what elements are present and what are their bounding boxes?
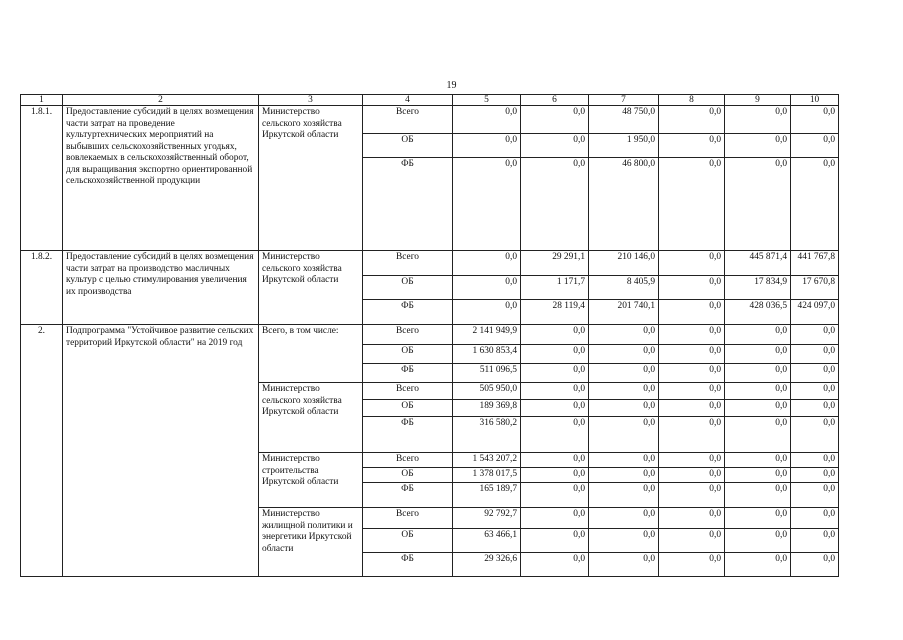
column-header: 1	[21, 95, 63, 106]
funding-kind: ОБ	[363, 529, 453, 553]
value-cell: 0,0	[725, 134, 791, 158]
funding-kind: Всего	[363, 508, 453, 529]
funding-kind: ФБ	[363, 364, 453, 383]
row-executor: Министерство сельского хозяйства Иркутской области	[259, 106, 363, 251]
value-cell: 0,0	[791, 468, 839, 483]
table-body	[21, 95, 839, 577]
row-description: Предоставление субсидий в целях возмещения части затрат на проведение культуртехнических мероприятий на выбывших сельскохозяйственных угодьях, вовлекаемых в сельскохозяйственный оборот, для выращивания экспортно ориентированной сельскохозяйственной продукции	[63, 106, 259, 251]
value-cell: 0,0	[521, 483, 589, 508]
budget-table	[20, 94, 839, 577]
funding-kind: ФБ	[363, 158, 453, 251]
value-cell: 511 096,5	[453, 364, 521, 383]
value-cell: 0,0	[589, 364, 659, 383]
row-code: 1.8.2.	[21, 251, 63, 325]
value-cell: 0,0	[659, 453, 725, 468]
funding-kind: Всего	[363, 251, 453, 276]
row-executor: Министерство сельского хозяйства Иркутской области	[259, 251, 363, 325]
value-cell: 0,0	[453, 251, 521, 276]
value-cell: 0,0	[725, 106, 791, 134]
value-cell: 0,0	[791, 553, 839, 577]
table-row	[21, 106, 839, 134]
value-cell: 0,0	[725, 508, 791, 529]
row-executor: Министерство строительства Иркутской области	[259, 453, 363, 508]
value-cell: 17 834,9	[725, 276, 791, 300]
value-cell: 0,0	[725, 483, 791, 508]
value-cell: 0,0	[659, 251, 725, 276]
value-cell: 0,0	[453, 106, 521, 134]
value-cell: 0,0	[725, 158, 791, 251]
value-cell: 0,0	[725, 364, 791, 383]
value-cell: 1 630 853,4	[453, 345, 521, 364]
value-cell: 0,0	[521, 134, 589, 158]
funding-kind: Всего	[363, 325, 453, 345]
value-cell: 0,0	[659, 345, 725, 364]
row-executor: Министерство сельского хозяйства Иркутской области	[259, 383, 363, 453]
value-cell: 0,0	[453, 158, 521, 251]
row-description: Подпрограмма "Устойчивое развитие сельских территорий Иркутской области" на 2019 год	[63, 325, 259, 577]
value-cell: 28 119,4	[521, 300, 589, 325]
funding-kind: ФБ	[363, 483, 453, 508]
value-cell: 424 097,0	[791, 300, 839, 325]
value-cell: 0,0	[791, 325, 839, 345]
row-description: Предоставление субсидий в целях возмещения части затрат на производство масличных культур с целью стимулирования увеличения их производства	[63, 251, 259, 325]
funding-kind: Всего	[363, 383, 453, 400]
value-cell: 0,0	[521, 325, 589, 345]
value-cell: 0,0	[589, 468, 659, 483]
page-number: 19	[446, 80, 457, 91]
funding-kind: ФБ	[363, 300, 453, 325]
value-cell: 0,0	[659, 483, 725, 508]
column-header: 3	[259, 95, 363, 106]
value-cell: 0,0	[791, 106, 839, 134]
value-cell: 0,0	[659, 276, 725, 300]
value-cell: 445 871,4	[725, 251, 791, 276]
row-code: 1.8.1.	[21, 106, 63, 251]
value-cell: 0,0	[589, 325, 659, 345]
value-cell: 63 466,1	[453, 529, 521, 553]
value-cell: 92 792,7	[453, 508, 521, 529]
value-cell: 0,0	[791, 383, 839, 400]
value-cell: 428 036,5	[725, 300, 791, 325]
funding-kind: ОБ	[363, 400, 453, 417]
value-cell: 316 580,2	[453, 417, 521, 453]
value-cell: 0,0	[521, 345, 589, 364]
value-cell: 0,0	[725, 529, 791, 553]
column-header: 5	[453, 95, 521, 106]
value-cell: 0,0	[589, 553, 659, 577]
value-cell: 0,0	[659, 106, 725, 134]
value-cell: 0,0	[453, 134, 521, 158]
value-cell: 0,0	[659, 417, 725, 453]
value-cell: 0,0	[725, 400, 791, 417]
value-cell: 0,0	[659, 468, 725, 483]
funding-kind: ФБ	[363, 417, 453, 453]
value-cell: 0,0	[659, 300, 725, 325]
value-cell: 0,0	[589, 508, 659, 529]
funding-kind: ОБ	[363, 276, 453, 300]
table-row	[21, 251, 839, 276]
value-cell: 0,0	[521, 529, 589, 553]
value-cell: 48 750,0	[589, 106, 659, 134]
value-cell: 1 378 017,5	[453, 468, 521, 483]
value-cell: 0,0	[791, 400, 839, 417]
value-cell: 1 543 207,2	[453, 453, 521, 468]
value-cell: 0,0	[725, 345, 791, 364]
value-cell: 0,0	[791, 364, 839, 383]
table-row	[21, 325, 839, 345]
column-number-row	[21, 95, 839, 106]
value-cell: 0,0	[521, 106, 589, 134]
value-cell: 29 291,1	[521, 251, 589, 276]
funding-kind: ОБ	[363, 345, 453, 364]
value-cell: 0,0	[453, 276, 521, 300]
value-cell: 201 740,1	[589, 300, 659, 325]
value-cell: 505 950,0	[453, 383, 521, 400]
value-cell: 0,0	[659, 529, 725, 553]
value-cell: 0,0	[791, 158, 839, 251]
value-cell: 0,0	[725, 325, 791, 345]
value-cell: 0,0	[659, 325, 725, 345]
funding-kind: Всего	[363, 453, 453, 468]
column-header: 6	[521, 95, 589, 106]
column-header: 7	[589, 95, 659, 106]
value-cell: 0,0	[521, 417, 589, 453]
value-cell: 0,0	[791, 134, 839, 158]
value-cell: 17 670,8	[791, 276, 839, 300]
value-cell: 8 405,9	[589, 276, 659, 300]
value-cell: 0,0	[521, 508, 589, 529]
value-cell: 0,0	[659, 553, 725, 577]
value-cell: 0,0	[589, 345, 659, 364]
value-cell: 0,0	[589, 483, 659, 508]
funding-kind: Всего	[363, 106, 453, 134]
value-cell: 0,0	[659, 400, 725, 417]
value-cell: 0,0	[589, 383, 659, 400]
value-cell: 0,0	[589, 529, 659, 553]
value-cell: 0,0	[791, 417, 839, 453]
value-cell: 0,0	[589, 417, 659, 453]
value-cell: 0,0	[659, 364, 725, 383]
value-cell: 0,0	[521, 453, 589, 468]
column-header: 2	[63, 95, 259, 106]
column-header: 10	[791, 95, 839, 106]
value-cell: 1 950,0	[589, 134, 659, 158]
value-cell: 2 141 949,9	[453, 325, 521, 345]
row-executor: Министерство жилищной политики и энергетики Иркутской области	[259, 508, 363, 577]
value-cell: 0,0	[659, 383, 725, 400]
row-code: 2.	[21, 325, 63, 577]
value-cell: 0,0	[589, 400, 659, 417]
value-cell: 29 326,6	[453, 553, 521, 577]
value-cell: 0,0	[659, 508, 725, 529]
value-cell: 0,0	[589, 453, 659, 468]
row-executor: Всего, в том числе:	[259, 325, 363, 383]
value-cell: 0,0	[791, 345, 839, 364]
value-cell: 0,0	[521, 383, 589, 400]
value-cell: 0,0	[725, 417, 791, 453]
value-cell: 0,0	[725, 383, 791, 400]
value-cell: 441 767,8	[791, 251, 839, 276]
value-cell: 0,0	[725, 453, 791, 468]
column-header: 4	[363, 95, 453, 106]
value-cell: 0,0	[659, 134, 725, 158]
value-cell: 0,0	[659, 158, 725, 251]
value-cell: 165 189,7	[453, 483, 521, 508]
value-cell: 1 171,7	[521, 276, 589, 300]
funding-kind: ОБ	[363, 134, 453, 158]
value-cell: 0,0	[521, 553, 589, 577]
value-cell: 0,0	[791, 453, 839, 468]
column-header: 9	[725, 95, 791, 106]
column-header: 8	[659, 95, 725, 106]
value-cell: 0,0	[725, 468, 791, 483]
value-cell: 210 146,0	[589, 251, 659, 276]
value-cell: 0,0	[791, 483, 839, 508]
value-cell: 0,0	[521, 158, 589, 251]
value-cell: 0,0	[453, 300, 521, 325]
value-cell: 0,0	[791, 508, 839, 529]
funding-kind: ОБ	[363, 468, 453, 483]
value-cell: 46 800,0	[589, 158, 659, 251]
value-cell: 0,0	[791, 529, 839, 553]
funding-kind: ФБ	[363, 553, 453, 577]
value-cell: 0,0	[725, 553, 791, 577]
value-cell: 0,0	[521, 400, 589, 417]
value-cell: 189 369,8	[453, 400, 521, 417]
value-cell: 0,0	[521, 364, 589, 383]
value-cell: 0,0	[521, 468, 589, 483]
